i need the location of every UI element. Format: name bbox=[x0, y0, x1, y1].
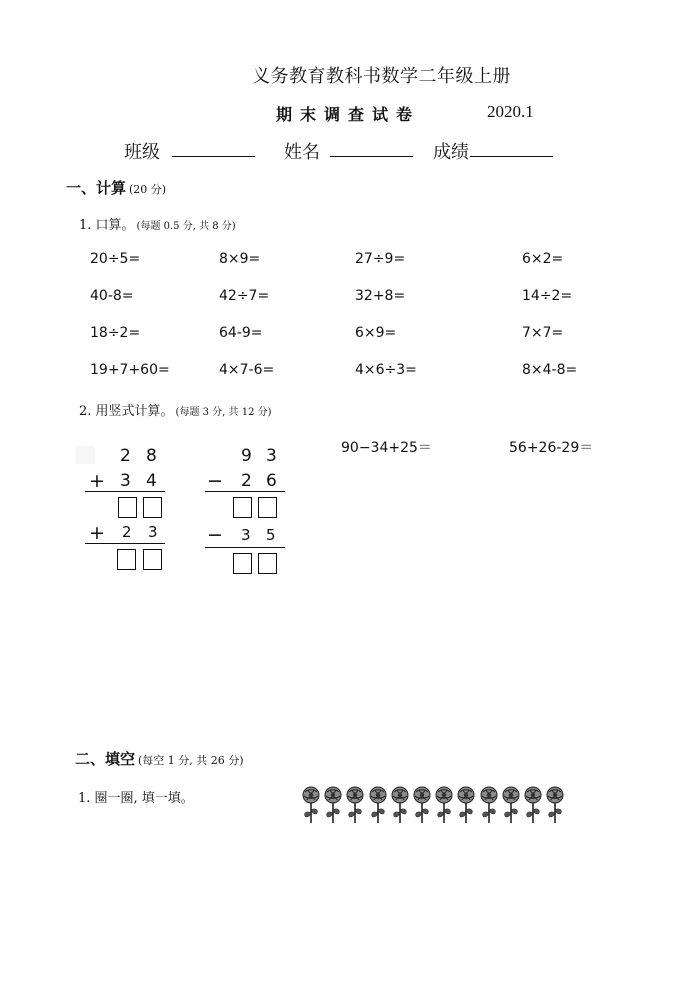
sum-line bbox=[85, 491, 165, 492]
flower-icon[interactable] bbox=[545, 786, 565, 824]
oral-problem: 40-8= bbox=[90, 288, 134, 304]
digit: 4 bbox=[146, 471, 157, 491]
part2-note: (每题 3 分, 共 12 分) bbox=[175, 407, 272, 418]
section1-heading bbox=[66, 177, 166, 198]
minus-sign: − bbox=[207, 470, 223, 492]
score-label: 成绩 bbox=[433, 142, 469, 163]
digit: 2 bbox=[122, 523, 132, 541]
oral-problem: 8×4-8= bbox=[522, 362, 578, 378]
plus-sign: + bbox=[89, 470, 105, 492]
class-blank[interactable] bbox=[172, 156, 255, 157]
oral-problem: 32+8= bbox=[355, 288, 406, 304]
part1-note: (每题 0.5 分, 共 8 分) bbox=[136, 221, 236, 232]
oral-problem: 42÷7= bbox=[219, 288, 270, 304]
oral-problem: 7×7= bbox=[522, 325, 564, 341]
digit: 8 bbox=[146, 446, 157, 466]
digit: 3 bbox=[241, 526, 251, 544]
answer-box[interactable] bbox=[143, 497, 162, 518]
flower-icon[interactable] bbox=[301, 786, 321, 824]
oral-problem: 4×7-6= bbox=[219, 362, 275, 378]
flower-icon[interactable] bbox=[345, 786, 365, 824]
flower-icon[interactable] bbox=[412, 786, 432, 824]
oral-problem: 18÷2= bbox=[90, 325, 141, 341]
written-problem-4: 56+26-29＝ bbox=[509, 440, 594, 456]
oral-problem: 8×9= bbox=[219, 251, 261, 267]
answer-box[interactable] bbox=[258, 553, 277, 574]
digit: 2 bbox=[120, 446, 131, 466]
written-problem-3: 90−34+25＝ bbox=[341, 440, 432, 456]
name-label: 姓名 bbox=[284, 142, 320, 163]
digit: 3 bbox=[120, 471, 131, 491]
flower-icon[interactable] bbox=[390, 786, 410, 824]
oral-problem: 19+7+60= bbox=[90, 362, 170, 378]
oral-problem: 6×9= bbox=[355, 325, 397, 341]
oral-problem: 14÷2= bbox=[522, 288, 573, 304]
oral-problem: 4×6÷3= bbox=[355, 362, 417, 378]
answer-box[interactable] bbox=[118, 497, 137, 518]
flower-icon[interactable] bbox=[456, 786, 476, 824]
section2-note: (每空 1 分, 共 26 分) bbox=[138, 754, 244, 767]
digit: 3 bbox=[266, 446, 277, 466]
exam-title: 义务教育教科书数学二年级上册 bbox=[252, 66, 511, 87]
section2-title: 二、填空 bbox=[75, 750, 136, 768]
answer-box[interactable] bbox=[258, 497, 277, 518]
section2-heading bbox=[75, 748, 244, 769]
part2-title: 2. 用竖式计算。 bbox=[79, 404, 174, 419]
minus-sign: − bbox=[207, 524, 223, 546]
exam-date: 2020.1 bbox=[487, 102, 534, 121]
digit: 3 bbox=[148, 523, 158, 541]
sum-line bbox=[85, 543, 165, 544]
answer-box[interactable] bbox=[117, 549, 136, 570]
flower-icon[interactable] bbox=[323, 786, 343, 824]
part1-title: 1. 口算。 bbox=[79, 218, 135, 233]
digit: 6 bbox=[266, 471, 277, 491]
exam-subtitle: 期末调查试卷 bbox=[276, 105, 421, 124]
part2-heading bbox=[79, 400, 272, 419]
section2-part1-title: 1. 圈一圈, 填一填。 bbox=[78, 791, 194, 806]
flower-icon[interactable] bbox=[434, 786, 454, 824]
flower-icon[interactable] bbox=[479, 786, 499, 824]
oral-problem: 27÷9= bbox=[355, 251, 406, 267]
scan-smudge bbox=[75, 446, 95, 464]
answer-box[interactable] bbox=[143, 549, 162, 570]
difference-line bbox=[205, 491, 285, 492]
section1-title: 一、计算 bbox=[66, 179, 127, 197]
answer-box[interactable] bbox=[233, 497, 252, 518]
digit: 2 bbox=[241, 471, 252, 491]
flower-icon[interactable] bbox=[368, 786, 388, 824]
section1-note: (20 分) bbox=[129, 183, 167, 196]
oral-problem: 64-9= bbox=[219, 325, 263, 341]
digit: 5 bbox=[266, 526, 276, 544]
oral-problem: 6×2= bbox=[522, 251, 564, 267]
score-blank[interactable] bbox=[470, 156, 553, 157]
answer-box[interactable] bbox=[233, 553, 252, 574]
name-blank[interactable] bbox=[330, 156, 413, 157]
flower-icon[interactable] bbox=[501, 786, 521, 824]
oral-problem: 20÷5= bbox=[90, 251, 141, 267]
class-label: 班级 bbox=[124, 142, 160, 163]
difference-line bbox=[205, 547, 285, 548]
digit: 9 bbox=[241, 446, 252, 466]
part1-heading bbox=[79, 214, 236, 233]
plus-sign: + bbox=[89, 522, 105, 544]
flower-icon[interactable] bbox=[523, 786, 543, 824]
